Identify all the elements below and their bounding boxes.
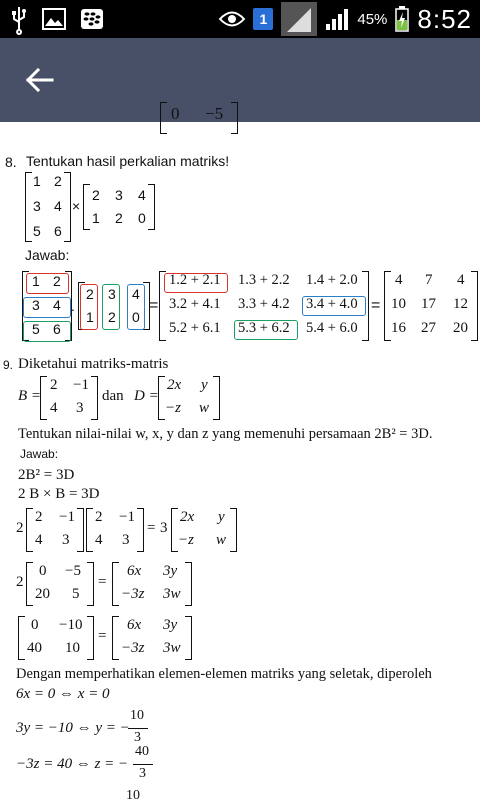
- y-denominator: 3: [134, 730, 141, 745]
- matrix-cell: 5.4 + 6.0: [306, 320, 358, 336]
- status-left-icons: [10, 6, 104, 32]
- matrix-cell: 2: [86, 286, 94, 302]
- step-matrix-m1: [26, 562, 94, 606]
- matrix-cell: 6: [53, 321, 61, 337]
- q9-b-label: B =: [18, 388, 42, 404]
- matrix-cell: −1: [59, 509, 75, 525]
- clock: 8:52: [417, 3, 472, 34]
- q8-jawab: Jawab:: [25, 247, 70, 263]
- matrix-cell: 3: [76, 400, 84, 416]
- coef-2: 2: [16, 520, 24, 536]
- step-matrix-b2: [86, 508, 144, 552]
- matrix-cell: w: [216, 532, 227, 548]
- matrix-cell: 1.2 + 2.1: [169, 272, 221, 288]
- matrix-cell: 3w: [163, 640, 181, 656]
- status-bar: [0, 0, 480, 38]
- z-fraction-bar: [133, 764, 153, 765]
- row2-highlight: [23, 297, 71, 318]
- equals-sign: =: [149, 297, 159, 314]
- q8-result-matrix: [384, 271, 478, 341]
- step-matrix-b1: [26, 508, 84, 552]
- matrix-cell: −1: [119, 509, 135, 525]
- matrix-cell: 4: [457, 272, 465, 288]
- matrix-cell: w: [199, 400, 210, 416]
- matrix-cell: −5: [65, 563, 81, 579]
- matrix-cell: 3: [32, 297, 40, 313]
- matrix-cell: 0: [138, 210, 146, 226]
- step-matrix-r2: [112, 616, 192, 660]
- matrix-cell: 2: [115, 210, 123, 226]
- signal-icon: [325, 8, 349, 30]
- z-numerator: 40: [135, 744, 149, 759]
- matrix-cell: 20: [35, 586, 50, 602]
- matrix-cell: 4: [395, 272, 403, 288]
- matrix-cell: 2: [54, 173, 62, 189]
- col1-highlight: [80, 284, 98, 330]
- equals-sign: =: [98, 628, 107, 644]
- z-denominator: 3: [139, 766, 146, 781]
- matrix-cell: 1: [33, 173, 41, 189]
- q8-number: 8.: [5, 154, 17, 170]
- q9-step2: 2 B × B = 3D: [18, 486, 100, 502]
- matrix-cell: 3: [122, 532, 130, 548]
- matrix-cell: −3z: [121, 586, 145, 602]
- blackberry-icon: [80, 8, 104, 30]
- matrix-cell: 6: [54, 223, 62, 239]
- step-matrix-r1: [112, 562, 192, 606]
- matrix-cell: 3: [62, 532, 70, 548]
- matrix-cell: 5: [33, 223, 41, 239]
- matrix-cell: −z: [178, 532, 194, 548]
- image-icon: [42, 8, 66, 30]
- matrix-cell: 3: [115, 187, 123, 203]
- matrix-cell: 3.2 + 4.1: [169, 296, 221, 312]
- matrix-cell: 3: [33, 198, 41, 214]
- matrix-cell: y: [201, 377, 208, 393]
- q9-matrix-d: [158, 376, 220, 420]
- matrix-cell: 2: [92, 187, 100, 203]
- q8-text: Tentukan hasil perkalian matriks!: [26, 153, 230, 169]
- battery-percent: 45%: [357, 10, 388, 28]
- matrix-cell: 0: [39, 563, 47, 579]
- dot-sign: .: [71, 298, 75, 314]
- matrix-cell: 5: [72, 586, 80, 602]
- matrix-cell: y: [218, 509, 225, 525]
- step-matrix-d: [171, 508, 237, 552]
- matrix-cell: 4: [53, 297, 61, 313]
- y-fraction-bar: [128, 728, 148, 729]
- y-numerator: 10: [130, 708, 144, 723]
- product-highlight-3: [234, 320, 298, 340]
- matrix-cell: 0: [31, 617, 39, 633]
- equals-sign: =: [98, 574, 107, 590]
- matrix-cell: 6x: [127, 617, 142, 633]
- product-highlight-2: [302, 296, 366, 316]
- eq-y: 3y = −10 ⇔ y = −: [16, 720, 130, 736]
- matrix-cell: 3y: [163, 617, 178, 633]
- matrix-cell: −z: [165, 400, 181, 416]
- status-right-icons: [219, 0, 472, 38]
- matrix-cell: 1: [86, 309, 94, 325]
- matrix-cell: 2: [53, 273, 61, 289]
- matrix-cell: 0: [132, 309, 140, 325]
- q9-matrix-b: [40, 376, 98, 420]
- row1-highlight: [26, 273, 69, 294]
- matrix-cell: −1: [73, 377, 89, 393]
- matrix-cell: 2: [108, 309, 116, 325]
- matrix-cell: 17: [421, 296, 436, 312]
- matrix-cell: 4: [54, 198, 62, 214]
- matrix-cell: 10: [65, 640, 80, 656]
- q9-jawab: Jawab:: [20, 447, 59, 461]
- matrix-cell: 40: [27, 640, 42, 656]
- q9-number: 9.: [3, 358, 14, 372]
- matrix-cell: 2: [35, 509, 43, 525]
- matrix-cell: −10: [59, 617, 83, 633]
- battery-icon: [395, 6, 409, 32]
- matrix-cell: 4: [138, 187, 146, 203]
- times-sign: ×: [72, 198, 81, 214]
- eq-x: 6x = 0 ⇔ x = 0: [16, 686, 110, 702]
- dan-word: dan: [102, 388, 124, 404]
- matrix-cell: 10: [391, 296, 406, 312]
- matrix-cell: 7: [425, 272, 433, 288]
- matrix-cell: 1.3 + 2.2: [238, 272, 290, 288]
- equals-sign: =: [371, 297, 381, 314]
- matrix-cell: 2x: [167, 377, 182, 393]
- matrix-cell: 2: [50, 377, 58, 393]
- cutoff-numerator: 10: [126, 788, 140, 803]
- q9-title: Diketahui matriks-matris: [18, 356, 169, 372]
- eq-z: −3z = 40 ⇔ z = −: [16, 756, 129, 772]
- q9-d-label: D =: [134, 388, 159, 404]
- signal-box-icon: [281, 2, 317, 36]
- q9-conclusion: Dengan memperhatikan elemen-elemen matriks yang seletak, diperoleh: [16, 666, 432, 682]
- matrix-cell: 5.2 + 6.1: [169, 320, 221, 336]
- col2-highlight: [102, 284, 120, 330]
- matrix-cell: 3w: [163, 586, 181, 602]
- q9-step1: 2B² = 3D: [18, 467, 75, 483]
- back-button[interactable]: [22, 62, 58, 98]
- matrix-cell: 2: [95, 509, 103, 525]
- q9-question: Tentukan nilai-nilai w, x, y dan z yang memenuhi persamaan 2B² = 3D.: [18, 426, 433, 442]
- matrix-cell: 2x: [180, 509, 195, 525]
- matrix-cell: 5: [32, 321, 40, 337]
- q8-matrix-a: [25, 172, 71, 242]
- document-content[interactable]: [0, 104, 480, 803]
- matrix-cell: 4: [35, 532, 43, 548]
- matrix-cell: 6x: [127, 563, 142, 579]
- matrix-cell: 0: [171, 104, 180, 123]
- arrow-left-icon: [22, 62, 58, 98]
- col3-highlight: [127, 284, 145, 330]
- coef-2: 2: [16, 574, 24, 590]
- matrix-cell: 27: [421, 320, 436, 336]
- notification-badge: 1: [253, 8, 273, 30]
- matrix-cell: −5: [205, 104, 224, 123]
- matrix-cell: 20: [453, 320, 468, 336]
- matrix-cell: 5.3 + 6.2: [238, 320, 290, 336]
- eye-icon: [219, 10, 245, 28]
- matrix-cell: 12: [453, 296, 468, 312]
- coef-3: 3: [160, 520, 168, 536]
- matrix-cell: 4: [95, 532, 103, 548]
- product-highlight-1: [164, 273, 228, 293]
- matrix-cell: −3z: [121, 640, 145, 656]
- q8-matrix-b: [83, 184, 155, 230]
- matrix-cell: 3: [108, 286, 116, 302]
- equals-sign: =: [147, 520, 156, 536]
- matrix-cell: 4: [50, 400, 58, 416]
- app-bar: [0, 38, 480, 122]
- usb-icon: [10, 6, 28, 32]
- matrix-cell: 3y: [163, 563, 178, 579]
- matrix-cell: 4: [132, 286, 140, 302]
- matrix-cell: 1.4 + 2.0: [306, 272, 358, 288]
- matrix-cell: 16: [391, 320, 406, 336]
- row3-highlight: [23, 321, 71, 342]
- matrix-cell: 1: [32, 273, 40, 289]
- cutoff-matrix: [160, 102, 238, 134]
- step-matrix-m2: [18, 616, 94, 660]
- matrix-cell: 3.4 + 4.0: [306, 296, 358, 312]
- matrix-cell: 1: [92, 210, 100, 226]
- matrix-cell: 3.3 + 4.2: [238, 296, 290, 312]
